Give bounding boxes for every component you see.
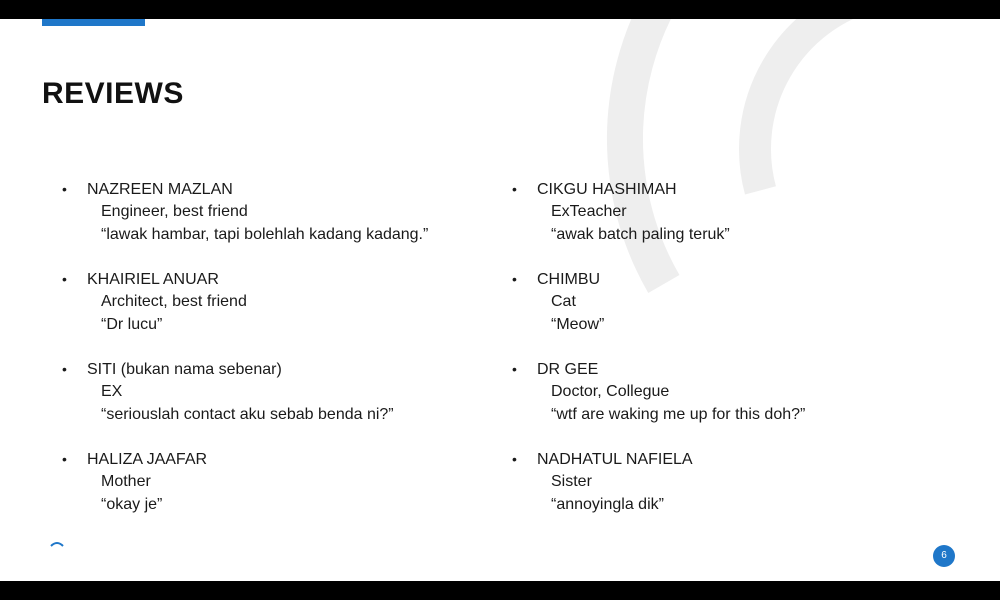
bullet-icon: • [512, 271, 517, 287]
reviewer-role: ExTeacher [551, 203, 627, 220]
reviewer-role: Mother [101, 473, 151, 490]
review-item [62, 449, 502, 539]
reviewer-name: DR GEE [537, 361, 599, 378]
slide-title: REVIEWS [42, 77, 184, 110]
review-item [512, 359, 952, 449]
review-item [62, 179, 502, 269]
reviews-column-right [512, 179, 952, 539]
reviewer-name: NAZREEN MAZLAN [87, 181, 233, 198]
review-item [512, 449, 952, 539]
reviewer-name: CHIMBU [537, 271, 601, 288]
reviewer-name: CIKGU HASHIMAH [537, 181, 677, 198]
review-item [62, 269, 502, 359]
corner-mark-shape [50, 541, 64, 547]
bullet-icon: • [512, 451, 517, 467]
review-item [62, 359, 502, 449]
slide [0, 19, 1000, 581]
review-quote: “annoyingla dik” [551, 496, 664, 513]
review-quote: “wtf are waking me up for this doh?” [551, 406, 806, 423]
review-item [512, 269, 952, 359]
review-quote: “Dr lucu” [101, 316, 163, 333]
header-accent-bar [42, 19, 145, 26]
reviewer-name: NADHATUL NAFIELA [537, 451, 693, 468]
review-quote: “seriouslah contact aku sebab benda ni?” [101, 406, 394, 423]
reviewer-name: KHAIRIEL ANUAR [87, 271, 219, 288]
review-quote: “okay je” [101, 496, 163, 513]
page-number-badge: 6 [933, 545, 955, 567]
bullet-icon: • [512, 181, 517, 197]
bullet-icon: • [62, 271, 67, 287]
reviewer-role: Architect, best friend [101, 293, 247, 310]
bullet-icon: • [62, 361, 67, 377]
reviews-column-left [62, 179, 502, 539]
review-quote: “Meow” [551, 316, 605, 333]
review-quote: “lawak hambar, tapi bolehlah kadang kadang.” [101, 226, 429, 243]
reviewer-role: Doctor, Collegue [551, 383, 670, 400]
bullet-icon: • [62, 451, 67, 467]
review-item [512, 179, 952, 269]
corner-accent-mark [50, 534, 64, 540]
reviewer-name: SITI (bukan nama sebenar) [87, 361, 282, 378]
reviewer-role: EX [101, 383, 123, 400]
bullet-icon: • [62, 181, 67, 197]
reviewer-role: Cat [551, 293, 576, 310]
bullet-icon: • [512, 361, 517, 377]
reviewer-role: Engineer, best friend [101, 203, 248, 220]
reviewer-name: HALIZA JAAFAR [87, 451, 208, 468]
reviewer-role: Sister [551, 473, 592, 490]
review-quote: “awak batch paling teruk” [551, 226, 730, 243]
